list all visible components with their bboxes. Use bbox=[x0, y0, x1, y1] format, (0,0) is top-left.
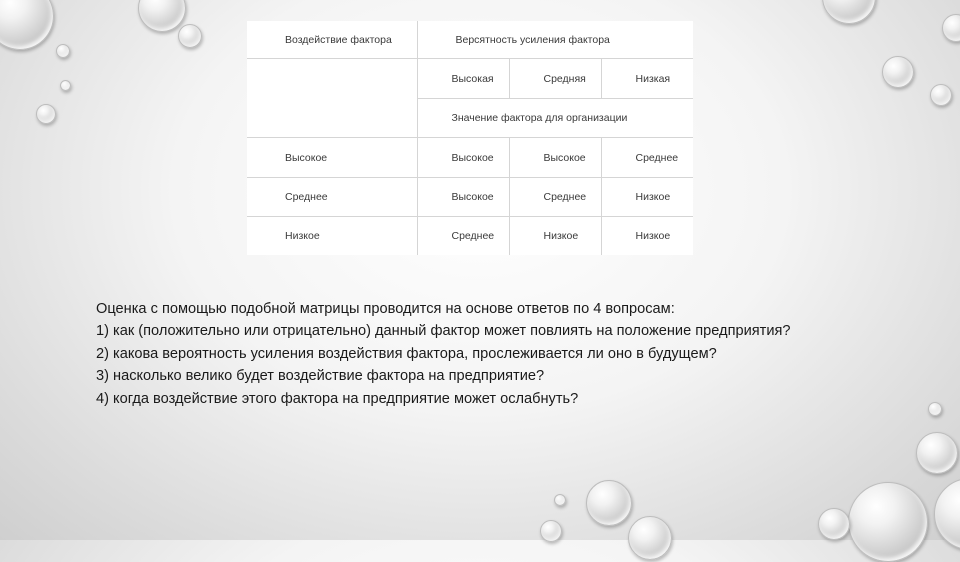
matrix-table bbox=[247, 21, 693, 255]
intro-text: Оценка с помощью подобной матрицы проводится на основе ответов по 4 вопросам: bbox=[96, 301, 675, 317]
water-drop-decoration bbox=[628, 516, 672, 560]
water-drop-decoration bbox=[818, 508, 850, 540]
water-drop-decoration bbox=[554, 494, 566, 506]
table-cell: Высокое bbox=[417, 177, 509, 217]
water-drop-decoration bbox=[0, 0, 54, 50]
level-high: Высокая bbox=[417, 59, 509, 99]
question-1: 1) как (положительно или отрицательно) данный фактор может повлиять на положение предприятия? bbox=[96, 323, 791, 340]
level-medium: Средняя bbox=[509, 59, 601, 99]
table-cell: Высокое bbox=[417, 138, 509, 178]
water-drop-decoration bbox=[540, 520, 562, 542]
water-drop-decoration bbox=[138, 0, 186, 32]
row-label: Высокое bbox=[247, 138, 417, 178]
water-drop-decoration bbox=[178, 24, 202, 48]
table-row bbox=[247, 59, 693, 99]
water-drop-decoration bbox=[822, 0, 876, 24]
header-factor-impact: Воздействие фактора bbox=[247, 21, 417, 59]
row-label: Среднее bbox=[247, 177, 417, 217]
row-label: Низкое bbox=[247, 217, 417, 255]
table-row bbox=[247, 177, 693, 217]
body-text bbox=[96, 298, 956, 410]
water-drop-decoration bbox=[848, 482, 928, 562]
level-low: Низкая bbox=[601, 59, 693, 99]
water-drop-decoration bbox=[916, 432, 958, 474]
significance-label: Значение фактора для организации bbox=[417, 98, 693, 138]
water-drop-decoration bbox=[60, 80, 71, 91]
water-drop-decoration bbox=[930, 84, 952, 106]
table-cell: Среднее bbox=[601, 138, 693, 178]
table-cell: Низкое bbox=[601, 217, 693, 255]
question-2: 2) какова вероятность усиления воздействия фактора, прослеживается ли оно в будущем? bbox=[96, 345, 717, 362]
factor-matrix bbox=[247, 21, 693, 255]
water-drop-decoration bbox=[942, 14, 960, 42]
table-cell: Низкое bbox=[509, 217, 601, 255]
table-row bbox=[247, 217, 693, 255]
water-drop-decoration bbox=[934, 478, 960, 550]
water-drop-decoration bbox=[56, 44, 70, 58]
water-drop-decoration bbox=[36, 104, 56, 124]
table-row bbox=[247, 21, 693, 59]
question-3: 3) насколько велико будет воздействие фактора на предприятие? bbox=[96, 368, 545, 385]
table-cell: Среднее bbox=[417, 217, 509, 255]
empty-cell bbox=[247, 59, 417, 138]
table-row bbox=[247, 138, 693, 178]
header-probability: Версятность усиления фактора bbox=[417, 21, 693, 59]
table-cell: Среднее bbox=[509, 177, 601, 217]
table-cell: Низкое bbox=[601, 177, 693, 217]
table-cell: Высокое bbox=[509, 138, 601, 178]
question-4: 4) когда воздействие этого фактора на предприятие может ослабнуть? bbox=[96, 390, 579, 407]
water-drop-decoration bbox=[882, 56, 914, 88]
water-drop-decoration bbox=[586, 480, 632, 526]
